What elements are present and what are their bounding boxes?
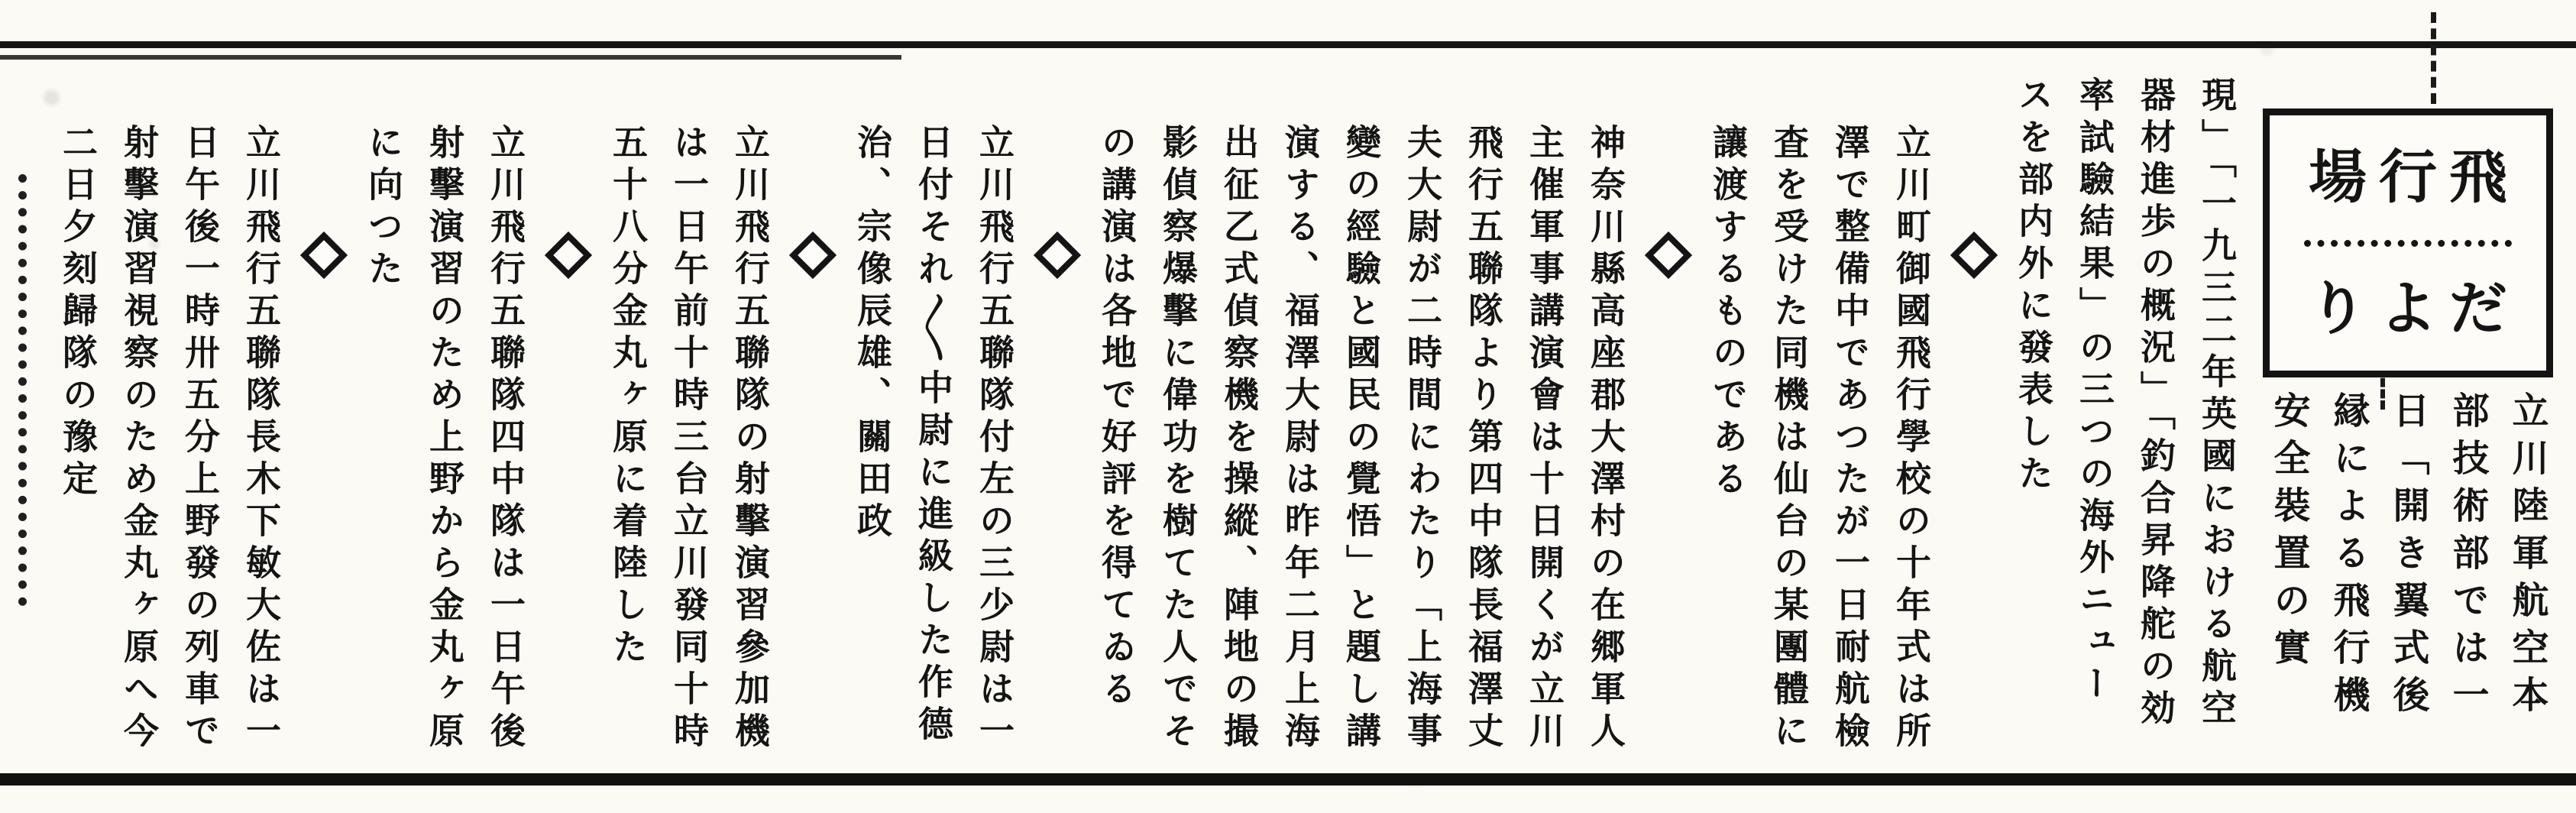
- diamond-separator-icon: [1645, 232, 1692, 279]
- article-6-col-1: 立川飛行五聯隊四中隊は一日午後: [485, 124, 526, 754]
- article-6-col-3: に向つた: [363, 124, 404, 292]
- article-4-col-2: 日付それ〱中尉に進級した作德: [913, 124, 954, 747]
- article-1-col-3: 率試驗結果」の三つの海外ニュー: [2074, 76, 2115, 707]
- article-3-col-2: 主催軍事講演會は十日開くが立川: [1524, 124, 1565, 754]
- separator-1: [1951, 76, 1994, 773]
- masthead-section: [2257, 76, 2562, 773]
- article-1-lead-col-4: 縁による飛行機: [2327, 391, 2370, 723]
- article-2-col-4: 讓渡するものである: [1707, 124, 1749, 502]
- masthead-line-2: りよだ: [2309, 274, 2519, 342]
- article-2-col-1: 立川町御國飛行學校の十年式は所: [1891, 124, 1932, 754]
- article-2: [1697, 76, 1942, 773]
- article-5: [597, 76, 781, 773]
- article-7: [47, 76, 292, 773]
- diamond-separator-icon: [300, 232, 348, 279]
- separator-6: [301, 76, 344, 773]
- article-3-col-6: 演する、福澤大尉は昨年二月上海: [1280, 124, 1321, 754]
- article-1-col-1: 現」「一九三二年英國における航空: [2196, 76, 2238, 731]
- article-1-lead-col-2: 部技術部では一: [2446, 391, 2489, 723]
- article-4-col-1: 立川飛行五聯隊付左の三少尉は一: [974, 124, 1015, 754]
- article-4-col-3: 治、宗像辰雄、關田政: [852, 124, 893, 544]
- article-1-continuation: [2003, 76, 2248, 773]
- article-4: [842, 76, 1025, 773]
- diamond-separator-icon: [1034, 232, 1081, 279]
- article-1-lead-columns: [2257, 377, 2562, 773]
- article-1-col-2: 器材進歩の概況」「釣合昇降舵の効: [2135, 76, 2176, 731]
- masthead-line-1: 場行飛: [2309, 143, 2519, 212]
- diamond-separator-icon: [545, 232, 592, 279]
- article-1-lead-col-5: 安全裝置の實: [2267, 391, 2310, 675]
- diamond-separator-icon: [1950, 232, 1998, 279]
- article-2-col-3: 査を受けた同機は仙台の某團體に: [1769, 124, 1810, 754]
- article-1-lead-col-3: 日「開き翼式後: [2387, 391, 2429, 723]
- article-3-col-5: 變の經驗と國民の覺悟」と題し講: [1341, 124, 1382, 754]
- article-3-col-7: 出征乙式偵察機を操縱、陣地の撮: [1218, 124, 1260, 754]
- article-5-col-3: 五十八分金丸ヶ原に着陸した: [607, 124, 649, 670]
- masthead-box: [2263, 109, 2553, 377]
- article-3-col-8: 影偵察爆擊に偉功を樹てた人でそ: [1157, 124, 1199, 754]
- article-3-col-4: 夫大尉が二時間にわたり「上海事: [1402, 124, 1443, 754]
- end-rule-section: [6, 76, 38, 773]
- separator-5: [545, 76, 588, 773]
- top-rule-double: [0, 55, 901, 60]
- article-7-col-3: 射擊演習視察のため金丸ヶ原へ今: [118, 124, 160, 754]
- article-3-col-9: の講演は各地で好評を得てゐる: [1096, 124, 1138, 712]
- dotted-end-rule-icon: [18, 174, 27, 606]
- diamond-separator-icon: [789, 232, 837, 279]
- article-5-col-1: 立川飛行五聯隊の射擊演習參加機: [730, 124, 771, 754]
- separator-3: [1034, 76, 1077, 773]
- article-1-col-4: スを部内外に發表した: [2013, 76, 2054, 497]
- top-rule: [0, 41, 2576, 48]
- article-6: [353, 76, 536, 773]
- article-7-col-4: 二日夕刻歸隊の豫定: [57, 124, 99, 502]
- article-3: [1086, 76, 1636, 773]
- separator-4: [790, 76, 833, 773]
- article-6-col-2: 射擊演習のため上野から金丸ヶ原: [424, 124, 465, 754]
- article-3-col-3: 飛行五聯隊より第四中隊長福澤丈: [1463, 124, 1504, 754]
- separator-2: [1646, 76, 1688, 773]
- article-flow: [0, 76, 2576, 773]
- bottom-rule: [0, 773, 2576, 785]
- article-1-lead-col-1: 立川陸軍航空本: [2506, 391, 2548, 723]
- article-7-col-2: 日午後一時卅五分上野發の列車で: [180, 124, 221, 754]
- article-5-col-2: は一日午前十時三台立川發同十時: [668, 124, 710, 754]
- masthead-dotted-divider-icon: [2304, 240, 2512, 247]
- article-7-col-1: 立川飛行五聯隊長木下敏大佐は一: [241, 124, 282, 754]
- article-2-col-2: 澤で整備中であつたが一日耐航檢: [1830, 124, 1871, 754]
- article-3-col-1: 神奈川縣高座郡大澤村の在郷軍人: [1585, 124, 1626, 754]
